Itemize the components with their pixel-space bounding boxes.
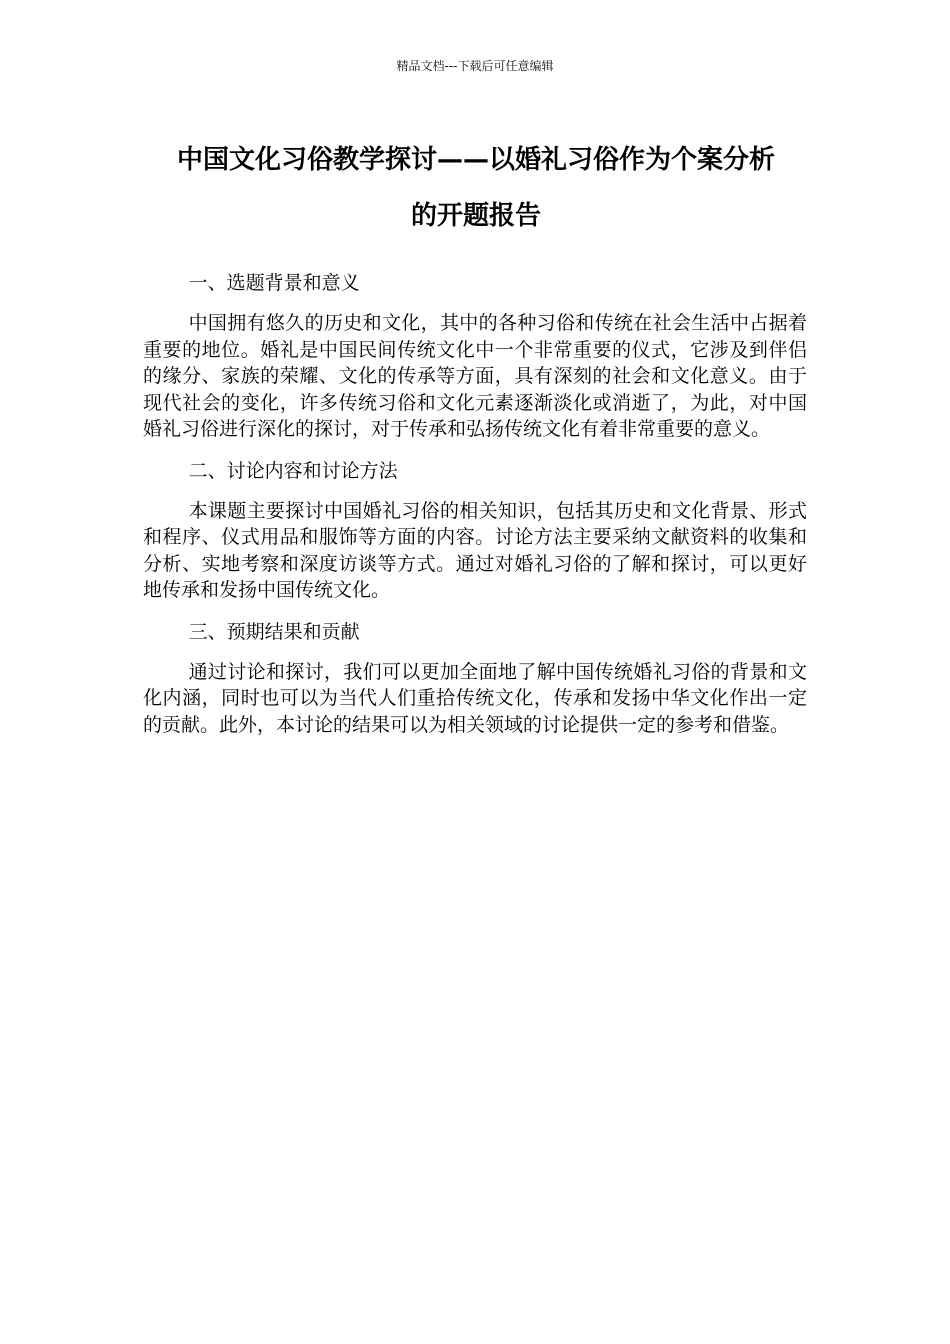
section-paragraph: 通过讨论和探讨，我们可以更加全面地了解中国传统婚礼习俗的背景和文化内涵，同时也可以为当代人们重拾传统文化，传承和发扬中华文化作出一定的贡献。此外，本讨论的结果可以为相关领域的讨论提供一定的参考和借鉴。 [143, 660, 807, 736]
section-heading: 三、预期结果和贡献 [188, 620, 360, 643]
section-expected-results [143, 619, 807, 739]
section-background [143, 270, 807, 443]
section-paragraph: 中国拥有悠久的历史和文化，其中的各种习俗和传统在社会生活中占据着重要的地位。婚礼是中国民间传统文化中一个非常重要的仪式，它涉及到伴侣的缘分、家族的荣耀、文化的传承等方面，具有深刻的社会和文化意义。由于现代社会的变化，许多传统习俗和文化元素逐渐淡化或消逝了，为此，对中国婚礼习俗进行深化的探讨，对于传承和弘扬传统文化有着非常重要的意义。 [143, 312, 807, 440]
document-title [140, 132, 812, 244]
document-body [143, 270, 807, 753]
section-content-methods [143, 458, 807, 604]
title-line-2: 的开题报告 [410, 201, 541, 231]
section-paragraph: 本课题主要探讨中国婚礼习俗的相关知识，包括其历史和文化背景、形式和程序、仪式用品和服饰等方面的内容。讨论方法主要采纳文献资料的收集和分析、实地考察和深度访谈等方式。通过对婚礼习俗的了解和探讨，可以更好地传承和发扬中国传统文化。 [143, 499, 807, 601]
title-line-1: 中国文化习俗教学探讨——以婚礼习俗作为个案分析 [176, 145, 775, 175]
header-note: 精品文档---下载后可任意编辑 [396, 59, 554, 73]
section-heading: 一、选题背景和意义 [188, 272, 360, 294]
section-heading: 二、讨论内容和讨论方法 [188, 459, 398, 482]
